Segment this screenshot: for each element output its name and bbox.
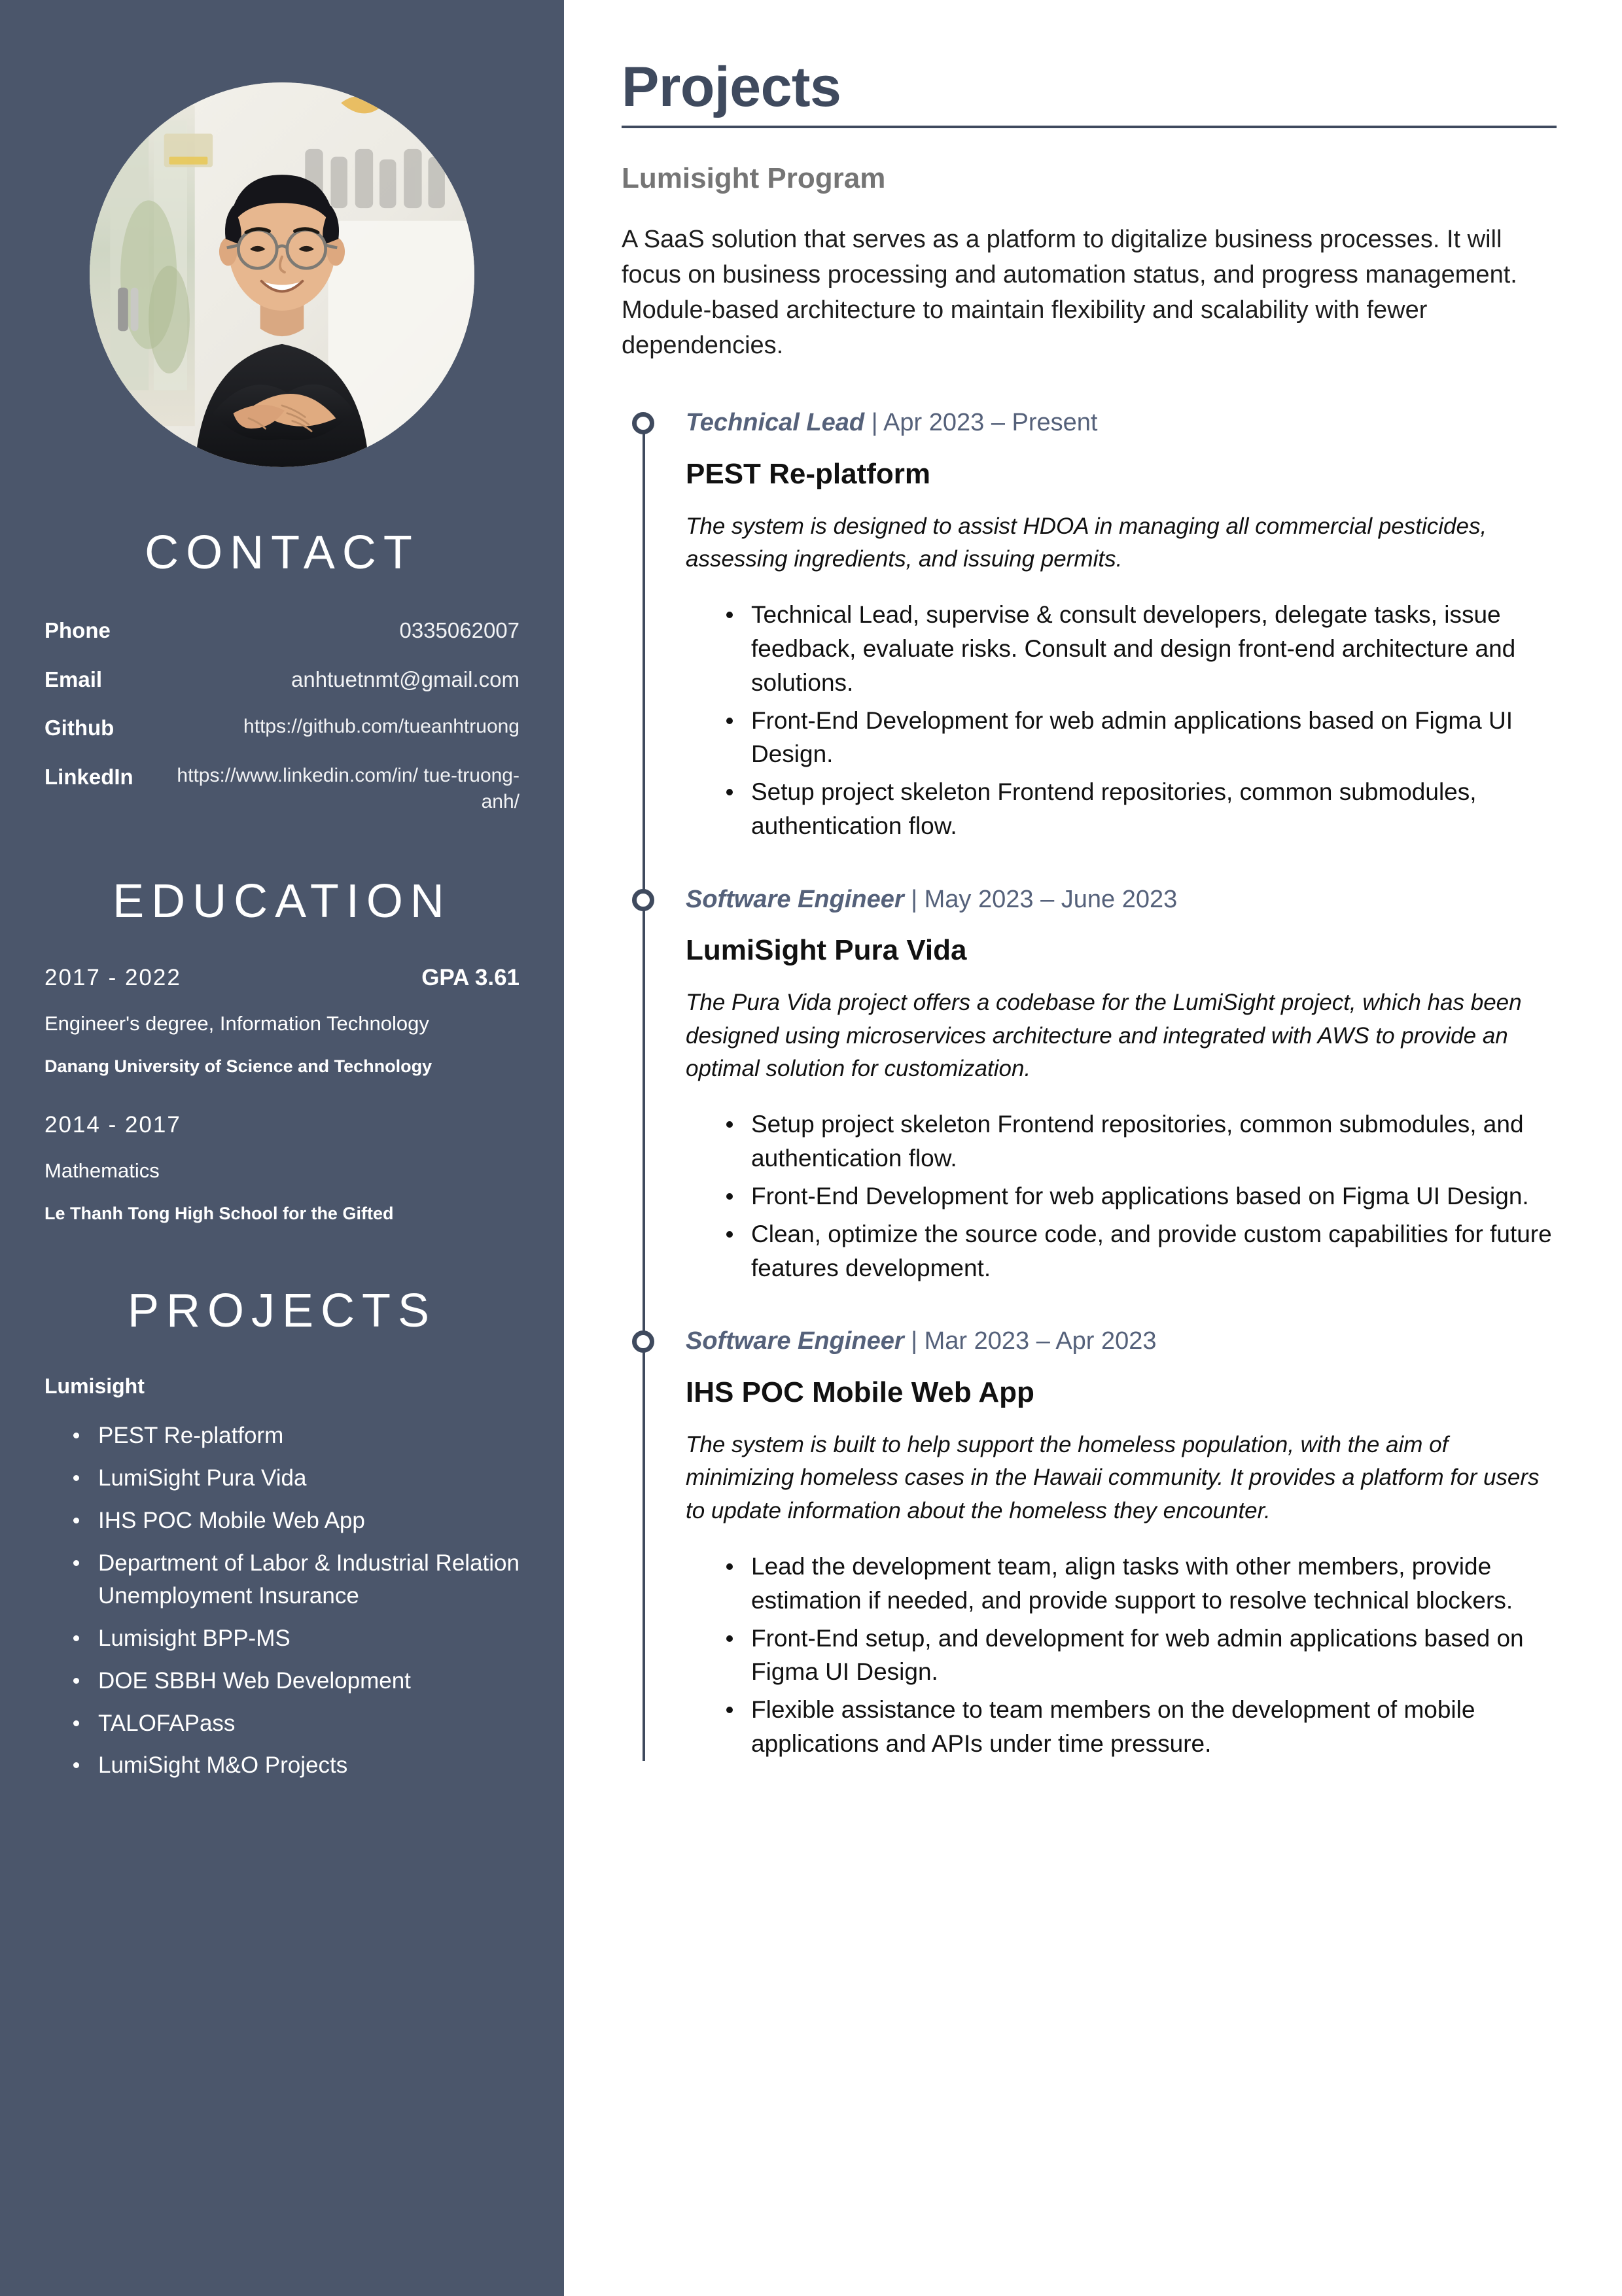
list-item: Flexible assistance to team members on the development of mobile applications and APIs under time pressure. <box>726 1693 1557 1761</box>
timeline-project-title: LumiSight Pura Vida <box>686 934 967 967</box>
timeline-separator: | <box>911 1327 918 1355</box>
education-school: Le Thanh Tong High School for the Gifted <box>44 1204 394 1224</box>
list-item[interactable]: TALOFAPass <box>71 1707 520 1741</box>
list-item: Clean, optimize the source code, and provide custom capabilities for future features development. <box>726 1217 1557 1285</box>
timeline-bullet-list <box>686 598 1557 843</box>
education-years: 2017 - 2022 <box>44 964 181 990</box>
list-item: Front-End Development for web admin applications based on Figma UI Design. <box>726 704 1557 772</box>
education-entry-header <box>44 1112 520 1138</box>
timeline-entry-meta <box>686 884 1557 916</box>
experience-timeline <box>622 407 1557 1761</box>
projects-group-title: Lumisight <box>44 1374 145 1399</box>
list-item[interactable]: DOE SBBH Web Development <box>71 1665 520 1698</box>
timeline-bullet-list <box>686 1550 1557 1761</box>
education-entry-university <box>44 965 520 1078</box>
education-section-heading: EDUCATION <box>113 875 451 928</box>
program-description: A SaaS solution that serves as a platform to digitalize business processes. It will focus on business processing and automation status, and progress management. Module-based architecture to maintain flexibility and scalability with fewer dependencies. <box>622 226 1517 360</box>
main-content <box>564 0 1622 2296</box>
list-item[interactable]: LumiSight Pura Vida <box>71 1462 520 1495</box>
list-item[interactable]: Department of Labor & Industrial Relation Unemployment Insurance <box>71 1547 520 1614</box>
timeline-role: Technical Lead <box>686 409 865 437</box>
contact-row-phone <box>44 616 520 646</box>
timeline-axis-line <box>643 424 645 1761</box>
education-gpa: GPA 3.61 <box>421 964 520 990</box>
timeline-separator: | <box>911 885 918 913</box>
timeline-dates: Apr 2023 – Present <box>883 409 1098 437</box>
timeline-project-description: The system is designed to assist HDOA in managing all commercial pesticides, assessing ingredients, and issuing permits. <box>686 513 1487 572</box>
contact-row-linkedin <box>44 763 520 816</box>
timeline-marker-icon <box>632 1331 654 1353</box>
education-entry-header <box>44 965 520 991</box>
timeline-marker-icon <box>632 889 654 911</box>
contact-label-email: Email <box>44 667 103 691</box>
education-school: Danang University of Science and Technology <box>44 1056 432 1076</box>
list-item[interactable]: LumiSight M&O Projects <box>71 1749 520 1783</box>
education-degree: Mathematics <box>44 1159 160 1183</box>
list-item: Technical Lead, supervise & consult developers, delegate tasks, issue feedback, evaluate risks. Consult and design front-end architecture and solutions. <box>726 598 1557 699</box>
contact-section-heading: CONTACT <box>145 527 419 579</box>
timeline-role: Software Engineer <box>686 1327 904 1355</box>
timeline-project-title: IHS POC Mobile Web App <box>686 1376 1034 1408</box>
list-item: Setup project skeleton Frontend repositories, common submodules, and authentication flow. <box>726 1107 1557 1175</box>
timeline-entry-meta <box>686 1325 1557 1357</box>
sidebar <box>0 0 564 2296</box>
projects-section-heading: PROJECTS <box>127 1285 437 1338</box>
contact-row-email <box>44 665 520 695</box>
timeline-bullet-list <box>686 1107 1557 1285</box>
timeline-entry-meta <box>686 407 1557 439</box>
timeline-role: Software Engineer <box>686 885 904 913</box>
list-item[interactable]: PEST Re-platform <box>71 1419 520 1453</box>
timeline-separator: | <box>871 409 878 437</box>
contact-row-github <box>44 714 520 743</box>
page-title: Projects <box>622 56 841 118</box>
contact-value-linkedin[interactable]: https://www.linkedin.com/in/ tue-truong-anh/ <box>177 764 520 813</box>
list-item: Front-End Development for web applications based on Figma UI Design. <box>726 1179 1557 1213</box>
list-item: Setup project skeleton Frontend repositories, common submodules, authentication flow. <box>726 775 1557 843</box>
timeline-entry <box>686 884 1557 1285</box>
timeline-entry <box>686 407 1557 843</box>
contact-label-phone: Phone <box>44 618 111 642</box>
timeline-entry <box>686 1325 1557 1760</box>
contact-value-github[interactable]: https://github.com/tueanhtruong <box>243 716 520 738</box>
education-years: 2014 - 2017 <box>44 1112 181 1138</box>
contact-label-github: Github <box>44 716 115 740</box>
contact-label-linkedin: LinkedIn <box>44 764 133 789</box>
sidebar-projects-list <box>44 1419 520 1783</box>
timeline-dates: May 2023 – June 2023 <box>924 885 1178 913</box>
education-entry-highschool <box>44 1112 520 1225</box>
profile-photo <box>90 82 474 467</box>
title-divider <box>622 126 1557 128</box>
timeline-project-description: The system is built to help support the homeless population, with the aim of minimizing homeless cases in the Hawaii community. It provides a platform for users to update information about the homeless they encounter. <box>686 1431 1540 1523</box>
contact-value-phone[interactable]: 0335062007 <box>399 618 520 642</box>
list-item[interactable]: Lumisight BPP-MS <box>71 1622 520 1656</box>
timeline-dates: Mar 2023 – Apr 2023 <box>924 1327 1157 1355</box>
list-item: Lead the development team, align tasks with other members, provide estimation if needed, and provide support to resolve technical blockers. <box>726 1550 1557 1618</box>
list-item[interactable]: IHS POC Mobile Web App <box>71 1505 520 1538</box>
program-name: Lumisight Program <box>622 162 886 195</box>
timeline-project-description: The Pura Vida project offers a codebase for the LumiSight project, which has been designed using microservices architecture and integrated with AWS to provide an optimal solution for customization. <box>686 990 1522 1082</box>
list-item: Front-End setup, and development for web admin applications based on Figma UI Design. <box>726 1622 1557 1690</box>
timeline-project-title: PEST Re-platform <box>686 457 931 490</box>
education-degree: Engineer's degree, Information Technology <box>44 1011 429 1035</box>
profile-photo-wrapper <box>44 82 520 467</box>
timeline-marker-icon <box>632 412 654 434</box>
contact-value-email[interactable]: anhtuetnmt@gmail.com <box>291 667 520 691</box>
contact-list <box>44 616 520 816</box>
